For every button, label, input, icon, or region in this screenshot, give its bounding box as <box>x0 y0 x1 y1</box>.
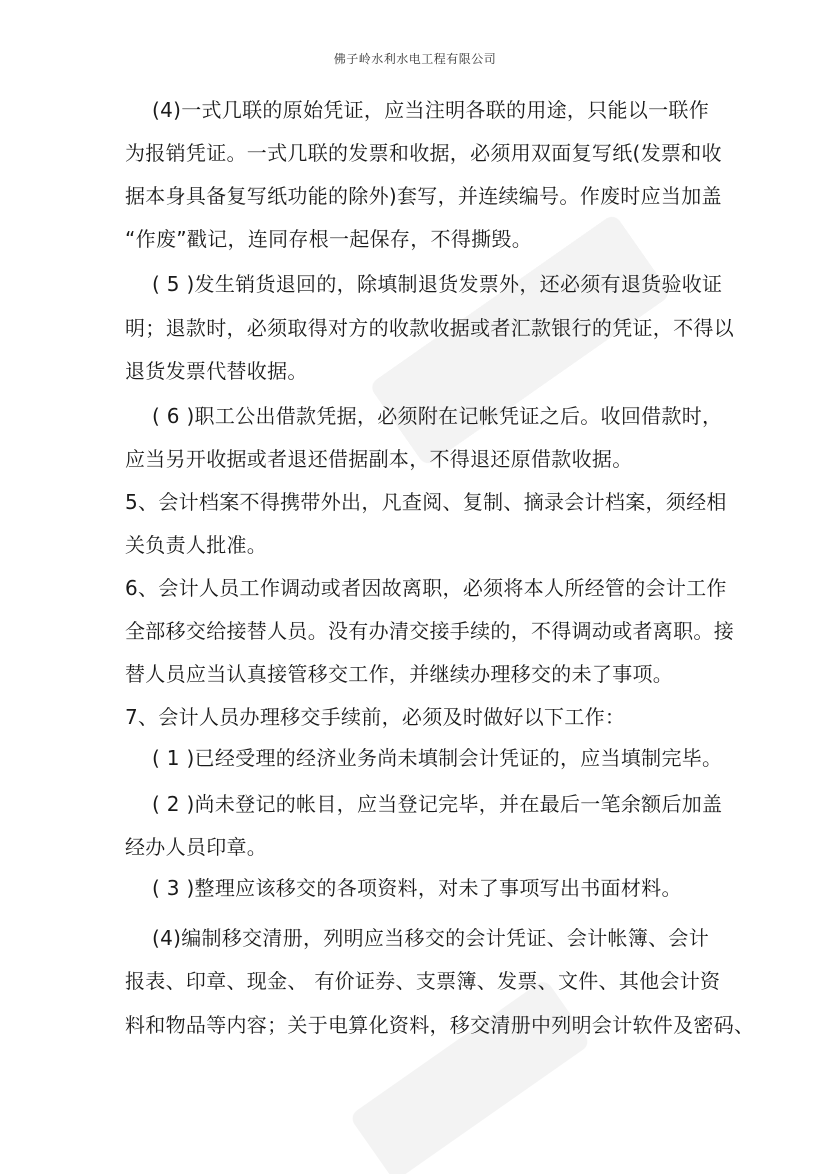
paragraph-line: 据本身具备复写纸功能的除外)套写，并连续编号。作废时应当加盖 <box>125 184 722 208</box>
paragraph-line: ( 2 )尚未登记的帐目，应当登记完毕，并在最后一笔余额后加盖 <box>152 792 723 816</box>
paragraph-line: 明；退款时，必须取得对方的收款收据或者汇款银行的凭证，不得以 <box>125 316 734 340</box>
paragraph-line: 报表、印章、现金、 有价证券、支票簿、发票、文件、其他会计资 <box>125 969 721 993</box>
paragraph-line: 关负责人批准。 <box>125 533 268 557</box>
paragraph-line: 应当另开收据或者退还借据副本，不得退还原借款收据。 <box>125 447 633 471</box>
paragraph-line: 6、会计人员工作调动或者因故离职，必须将本人所经管的会计工作 <box>125 576 727 600</box>
paragraph-line: (4)编制移交清册，列明应当移交的会计凭证、会计帐簿、会计 <box>152 926 710 950</box>
paragraph-line: “作废”戳记，连同存根一起保存，不得撕毁。 <box>125 227 533 251</box>
paragraph-line: 5、会计档案不得携带外出，凡查阅、复制、摘录会计档案，须经相 <box>125 490 727 514</box>
paragraph-line: 7、会计人员办理移交手续前，必须及时做好以下工作： <box>125 705 626 729</box>
paragraph-line: ( 6 )职工公出借款凭据，必须附在记帐凭证之后。收回借款时， <box>152 404 723 428</box>
paragraph-line: 全部移交给接替人员。没有办清交接手续的，不得调动或者离职。接 <box>125 619 734 643</box>
paragraph-line: 经办人员印章。 <box>125 835 268 859</box>
paragraph-line: (4)一式几联的原始凭证，应当注明各联的用途，只能以一联作 <box>152 98 710 122</box>
paragraph-line: 替人员应当认真接管移交工作，并继续办理移交的未了事项。 <box>125 662 674 686</box>
paragraph-line: ( 3 )整理应该移交的各项资料，对未了事项写出书面材料。 <box>152 876 682 900</box>
paragraph-line: 退货发票代替收据。 <box>125 359 308 383</box>
paragraph-line: ( 5 )发生销货退回的，除填制退货发票外，还必须有退货验收证 <box>152 272 723 296</box>
page-header: 佛子岭水利水电工程有限公司 <box>333 52 497 66</box>
paragraph-line: 为报销凭证。一式几联的发票和收据，必须用双面复写纸(发票和收 <box>125 141 722 165</box>
paragraph-line: 料和物品等内容；关于电算化资料，移交清册中列明会计软件及密码、 <box>125 1013 755 1037</box>
paragraph-line: ( 1 )已经受理的经济业务尚未填制会计凭证的，应当填制完毕。 <box>152 746 723 770</box>
